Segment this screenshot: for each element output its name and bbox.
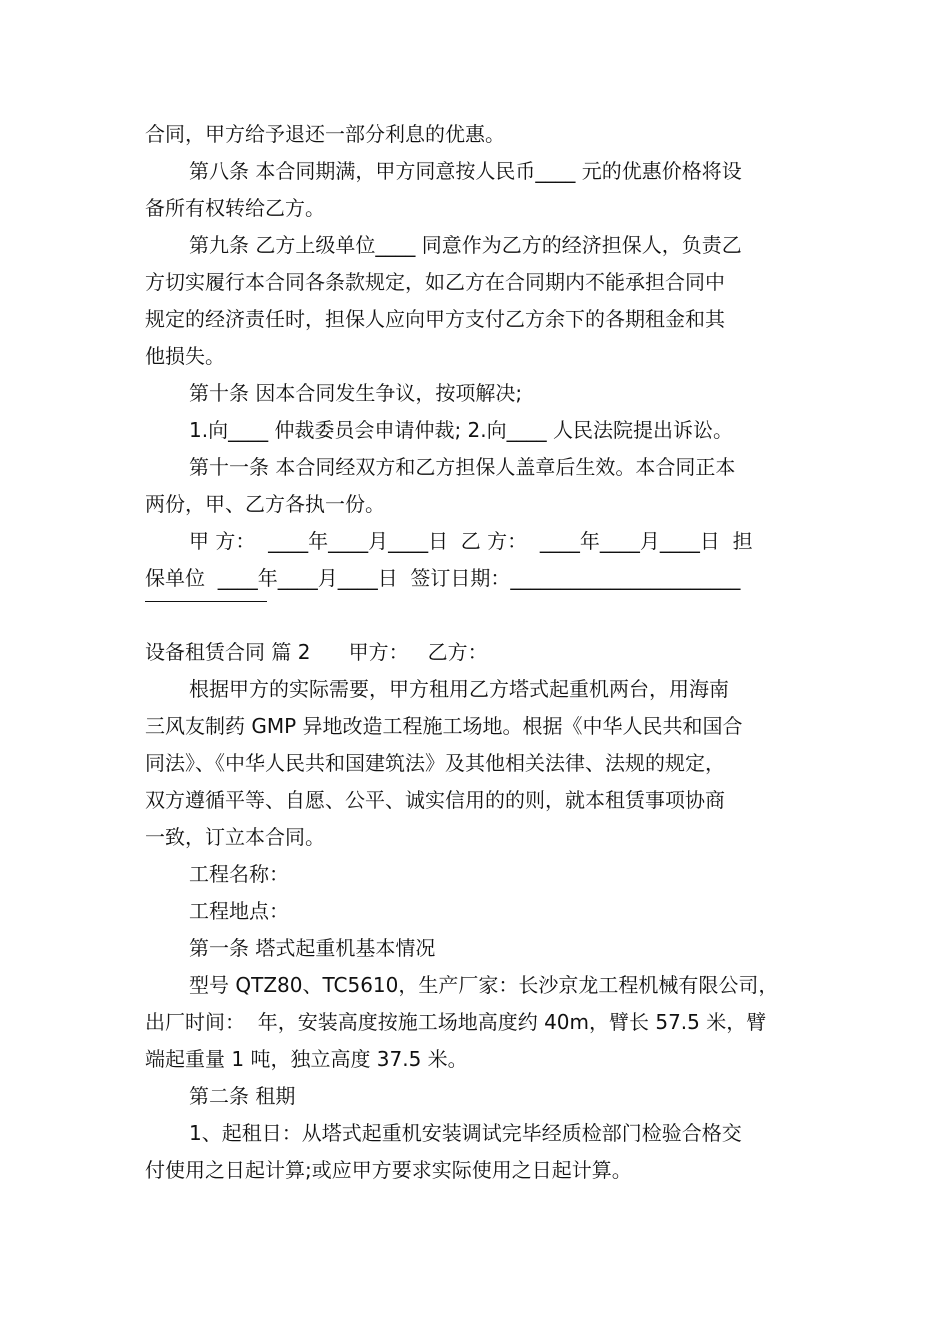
- text-line: 两份，甲、乙方各执一份。: [145, 492, 385, 516]
- text-line: 同法》、《中华人民共和国建筑法》及其他相关法律、法规的规定，: [145, 751, 725, 775]
- text-line: 第一条 塔式起重机基本情况: [189, 936, 436, 960]
- text-line: 方切实履行本合同各条款规定，如乙方在合同期内不能承担合同中: [145, 270, 725, 294]
- text-line: 第九条 乙方上级单位____ 同意作为乙方的经济担保人，负责乙: [189, 233, 742, 257]
- text-line: 1、起租日：从塔式起重机安装调试完毕经质检部门检验合格交: [189, 1121, 742, 1145]
- text-line: 第十一条 本合同经双方和乙方担保人盖章后生效。本合同正本: [189, 455, 736, 479]
- text-line: 他损失。: [145, 344, 225, 368]
- text-line: 端起重量 1 吨，独立高度 37.5 米。: [145, 1047, 468, 1071]
- text-line: 工程地点：: [189, 899, 289, 923]
- signature-line-continuation: [145, 597, 807, 634]
- text-line: 合同，甲方给予退还一部分利息的优惠。: [145, 122, 505, 146]
- text-line: 甲 方： ____年____月____日 乙 方： ____年____月____日 担: [189, 529, 753, 553]
- text-line: 出厂时间： 年，安装高度按施工场地高度约 40m，臂长 57.5 米，臂: [145, 1010, 767, 1034]
- text-line: 一致，订立本合同。: [145, 825, 325, 849]
- text-line: 备所有权转给乙方。: [145, 196, 325, 220]
- text-line: 保单位 ____年____月____日 签订日期：_______________________: [145, 566, 741, 590]
- text-line: 设备租赁合同 篇 2 甲方： 乙方：: [145, 640, 488, 664]
- text-line: 双方遵循平等、自愿、公平、诚实信用的的则，就本租赁事项协商: [145, 788, 725, 812]
- text-line: 型号 QTZ80、TC5610，生产厂家：长沙京龙工程机械有限公司，: [189, 973, 779, 997]
- text-line: 根据甲方的实际需要，甲方租用乙方塔式起重机两台，用海南: [189, 677, 729, 701]
- text-line: 规定的经济责任时，担保人应向甲方支付乙方余下的各期租金和其: [145, 307, 725, 331]
- text-line: 第八条 本合同期满，甲方同意按人民币____ 元的优惠价格将设: [189, 159, 742, 183]
- text-line: 三风友制药 GMP 异地改造工程施工场地。根据《中华人民共和国合: [145, 714, 743, 738]
- text-line: 第十条 因本合同发生争议，按项解决;: [189, 381, 523, 405]
- text-line: 1.向____ 仲裁委员会申请仲裁; 2.向____ 人民法院提出诉讼。: [189, 418, 733, 442]
- contract-text: [145, 116, 807, 1189]
- text-line: 付使用之日起计算;或应甲方要求实际使用之日起计算。: [145, 1158, 632, 1182]
- text-line: 工程名称：: [189, 862, 289, 886]
- text-line: 第二条 租期: [189, 1084, 296, 1108]
- underline-rule: [145, 601, 267, 602]
